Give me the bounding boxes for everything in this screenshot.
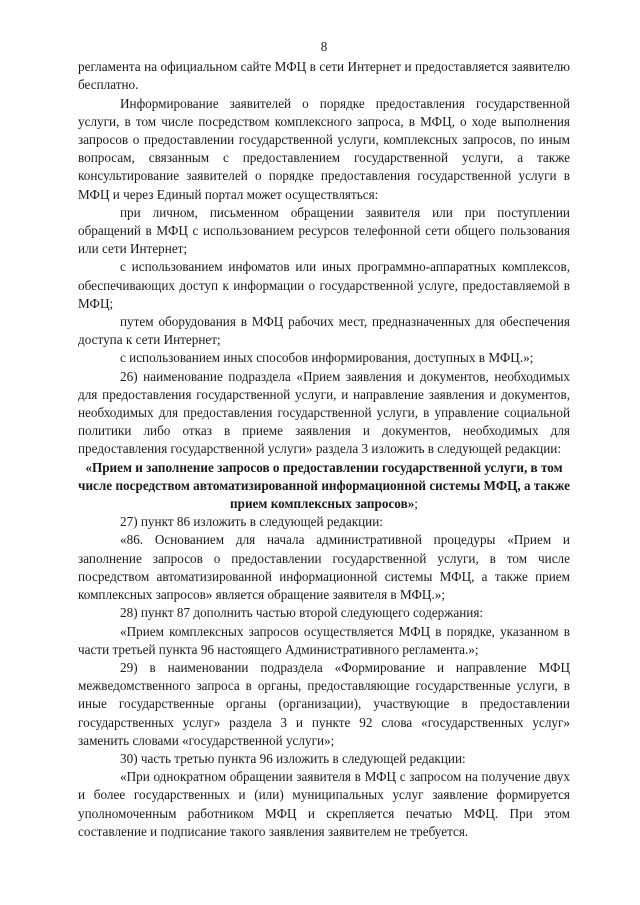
document-page bbox=[78, 38, 570, 841]
bold-heading bbox=[78, 459, 570, 514]
paragraph: 26) наименование подраздела «Прием заявления и документов, необходимых для предоставления государственной услуги, и направление заявления и документов, необходимых для предоставления государственной услуги, в управление социальной политики либо отказ в приеме заявления и документов, необходимых для предоставления государственной услуги» раздела 3 изложить в следующей редакции: bbox=[78, 368, 570, 457]
paragraph: 28) пункт 87 дополнить частью второй следующего содержания: bbox=[120, 605, 484, 621]
paragraph: «86. Основанием для начала административной процедуры «Прием и заполнение запросов о предоставлении государственной услуги, в том числе посредством автоматизированной информационной системы МФЦ, а также прием комплексных запросов» является обращение заявителя в МФЦ.»; bbox=[78, 532, 570, 603]
page-number: 8 bbox=[320, 39, 328, 54]
paragraph: «При однократном обращении заявителя в МФЦ с запросом на получение двух и более государственных и (или) муниципальных услуг заявление формируется уполномоченным работником МФЦ и скрепляется печатью МФЦ. При этом составление и подписание такого заявления заявителем не требуется. bbox=[78, 769, 570, 839]
paragraph: регламента на официальном сайте МФЦ в сети Интернет и предоставляется заявителю бесплатно. bbox=[78, 59, 570, 93]
paragraph: 30) часть третью пункта 96 изложить в следующей редакции: bbox=[120, 750, 466, 766]
paragraph: путем оборудования в МФЦ рабочих мест, предназначенных для обеспечения доступа к сети Интернет; bbox=[78, 314, 570, 348]
document-body-part-1 bbox=[78, 58, 570, 458]
paragraph: с использованием иных способов информирования, доступных в МФЦ.»; bbox=[120, 350, 534, 366]
document-body-part-2 bbox=[78, 513, 570, 841]
bold-heading-tail: ; bbox=[414, 496, 418, 512]
paragraph: «Прием комплексных запросов осуществляется МФЦ в порядке, указанном в части третьей пункта 96 настоящего Административного регламента.»; bbox=[78, 623, 570, 657]
paragraph: Информирование заявителей о порядке предоставления государственной услуги, в том числе посредством комплексного запроса, в МФЦ, о ходе выполнения запросов о предоставлении государственной услуги, комплексных запросов, по иным вопросам, связанным с предоставлением государственной услуги, а также консультирование заявителей о порядке предоставления государственной услуги в МФЦ и через Единый портал может осуществляться: bbox=[78, 95, 570, 202]
paragraph: 27) пункт 86 изложить в следующей редакции: bbox=[120, 514, 383, 530]
paragraph: при личном, письменном обращении заявителя или при поступлении обращений в МФЦ с использованием ресурсов телефонной сети общего пользования или сети Интернет; bbox=[78, 204, 570, 257]
bold-heading-text: «Прием и заполнение запросов о предоставлении государственной услуги, в том числе посредством автоматизированной информационной системы МФЦ, а также прием комплексных запросов» bbox=[78, 459, 570, 512]
paragraph: с использованием инфоматов или иных программно-аппаратных комплексов, обеспечивающих доступ к информации о государственной услуге, предоставляемой в МФЦ; bbox=[78, 259, 570, 311]
paragraph: 29) в наименовании подраздела «Формирование и направление МФЦ межведомственного запроса в органы, предоставляющие государственные услуги, в иные государственные органы (организации), участвующие в предоставлении государственных услуг» раздела 3 и пункте 92 слова «государственных услуг» заменить словами «государственной услуги»; bbox=[78, 659, 570, 748]
